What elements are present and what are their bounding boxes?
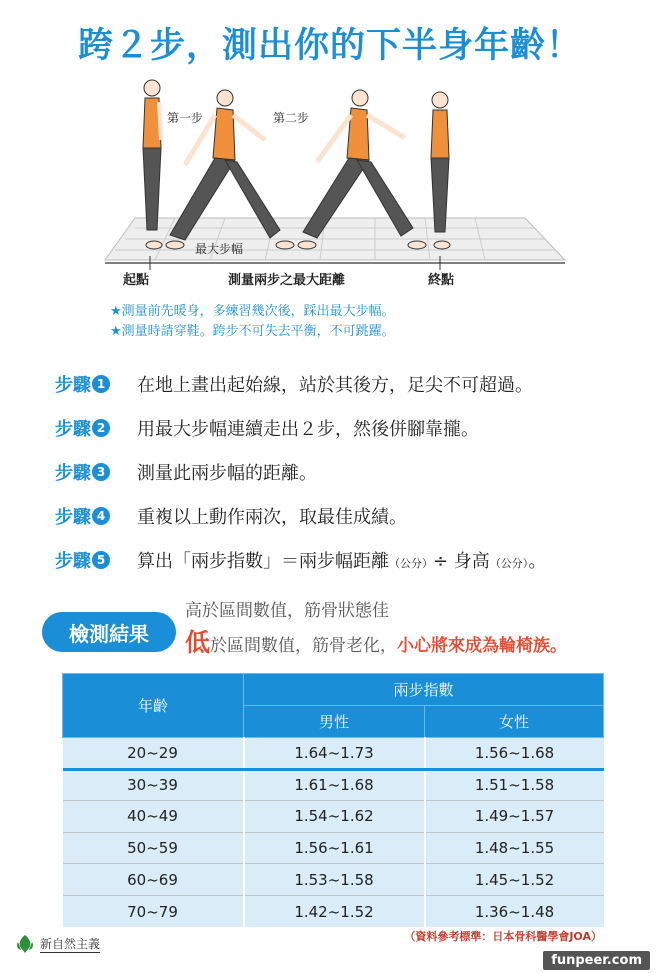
label-end: 終點 <box>428 273 455 288</box>
step-text: 重複以上動作兩次，取最佳成績。 <box>137 507 407 528</box>
label-measure: 測量兩步之最大距離 <box>228 273 346 288</box>
table-row <box>63 801 604 833</box>
note-shoes: ★測量時請穿鞋。跨步不可失去平衡，不可跳躍。 <box>110 324 395 339</box>
step-3 <box>55 450 655 494</box>
label-max-stride: 最大步幅 <box>195 242 244 256</box>
result-high: 高於區間數值，筋骨狀態佳 <box>185 601 389 621</box>
leaf-icon <box>14 933 36 955</box>
result-badge: 檢測結果 <box>42 612 176 652</box>
step-5 <box>55 538 655 582</box>
table-row <box>63 738 604 770</box>
step-text: 測量此兩步幅的距離。 <box>137 463 317 484</box>
step-number-icon: 5 <box>92 551 110 569</box>
step-4 <box>55 494 655 538</box>
cell-male: 1.42~1.52 <box>244 895 425 927</box>
source-note: （資料參考標準：日本骨科醫學會JOA） <box>404 930 602 943</box>
notes <box>110 302 395 342</box>
publisher-logo <box>14 933 100 955</box>
cell-age: 20~29 <box>63 738 244 770</box>
cell-female: 1.48~1.55 <box>425 832 604 864</box>
unit-cm: （公分） <box>389 557 433 570</box>
cell-male: 1.64~1.73 <box>244 738 425 770</box>
cell-male: 1.56~1.61 <box>244 832 425 864</box>
index-table <box>62 673 604 927</box>
step-label: 步驟 <box>55 463 91 484</box>
step-number-icon: 1 <box>92 375 110 393</box>
steps-list <box>55 362 655 582</box>
cell-age: 40~49 <box>63 801 244 833</box>
low-char: 低 <box>185 628 211 657</box>
step-2 <box>55 406 655 450</box>
cell-age: 70~79 <box>63 895 244 927</box>
header-index: 兩步指數 <box>244 674 604 706</box>
table-row <box>63 864 604 896</box>
header-age: 年齡 <box>63 674 244 738</box>
step-number-icon: 3 <box>92 463 110 481</box>
step-number-icon: 2 <box>92 419 110 437</box>
cell-age: 30~39 <box>63 769 244 801</box>
step-label: 步驟 <box>55 375 91 396</box>
label-step-two: 第二步 <box>273 111 310 125</box>
walking-illustration <box>95 70 575 300</box>
step-text: 用最大步幅連續走出２步，然後併腳靠攏。 <box>137 419 479 440</box>
low-text: 於區間數值，筋骨老化， <box>210 636 398 656</box>
warning-text: 小心將來成為輪椅族。 <box>397 636 568 656</box>
step-label: 步驟 <box>55 551 91 572</box>
step-number-icon: 4 <box>92 507 110 525</box>
step-label: 步驟 <box>55 507 91 528</box>
page-title: 跨２步，測出你的下半身年齡！ <box>77 26 582 66</box>
cell-female: 1.36~1.48 <box>425 895 604 927</box>
formula-part-a: 算出「兩步指數」＝兩步幅距離 <box>137 551 389 572</box>
table-row <box>63 769 604 801</box>
cell-female: 1.56~1.68 <box>425 738 604 770</box>
cell-female: 1.49~1.57 <box>425 801 604 833</box>
result-description <box>185 596 567 660</box>
cell-female: 1.51~1.58 <box>425 769 604 801</box>
header-female: 女性 <box>425 706 604 738</box>
label-step-one: 第一步 <box>167 111 204 125</box>
cell-age: 60~69 <box>63 864 244 896</box>
cell-male: 1.53~1.58 <box>244 864 425 896</box>
result-low <box>185 626 567 660</box>
table-row <box>63 832 604 864</box>
table-row <box>63 895 604 927</box>
step-text: 在地上畫出起始線，站於其後方，足尖不可超過。 <box>137 375 533 396</box>
logo-text: 新自然主義 <box>40 937 101 951</box>
cell-male: 1.61~1.68 <box>244 769 425 801</box>
cell-age: 50~59 <box>63 832 244 864</box>
cell-female: 1.45~1.52 <box>425 864 604 896</box>
step-1 <box>55 362 655 406</box>
note-warmup: ★測量前先暖身，多練習幾次後，踩出最大步幅。 <box>110 304 395 319</box>
formula-part-c: 。 <box>528 551 547 572</box>
formula-part-b: ÷ 身高 <box>433 551 490 572</box>
label-start: 起點 <box>123 273 150 288</box>
step-text <box>137 547 546 573</box>
unit-cm: （公分） <box>489 557 529 570</box>
header-male: 男性 <box>244 706 425 738</box>
step-label: 步驟 <box>55 419 91 440</box>
cell-male: 1.54~1.62 <box>244 801 425 833</box>
watermark: funpeer.com <box>543 951 650 970</box>
